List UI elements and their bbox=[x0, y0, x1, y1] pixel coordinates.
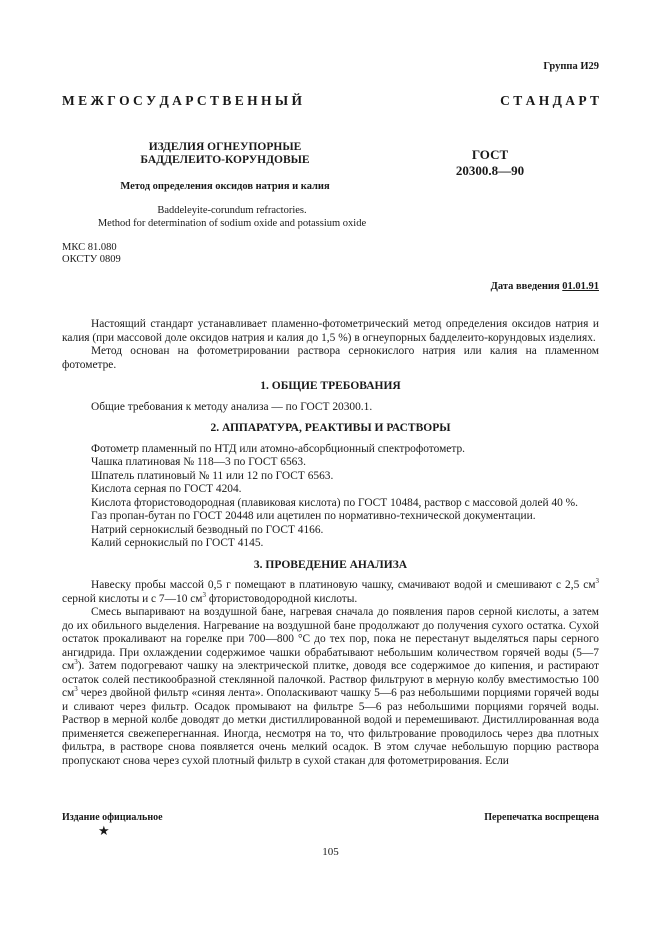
standard-header bbox=[62, 93, 599, 109]
equipment-item: Кислота фтористоводородная (плавиковая кислота) по ГОСТ 10484, раствор с массовой долей 40 %. bbox=[91, 496, 579, 509]
section-paragraph: Общие требования к методу анализа — по ГОСТ 20300.1. bbox=[91, 400, 373, 413]
equipment-item: Натрий сернокислый безводный по ГОСТ 4166. bbox=[91, 523, 324, 536]
analysis-paragraph: Смесь выпаривают на воздушной бане, нагревая сначала до появления паров серной кислоты, а затем до их обильного выделения. Нагревание на воздушной бане продолжают до получения сухого остатка. Сухой остаток прокаливают на горелке при 700—800 °С до тех пор, пока не перестанут выделяться пары серного ангидрида. При охлаждении содержимое чашки обрабатывают небольшим количеством горячей воды (5—7 $см^3$). Затем подогревают чашку на электрической плитке, доводя все содержимое до кипения, и растирают остаток солей пестикообразной стеклянной палочкой. Раствор фильтруют в мерную колбу вместимостью 100 $см^3$ через двойной фильтр «синяя лента». Ополаскивают чашку 5—6 раз небольшими порциями горячей воды и сливают через фильтр. Осадок промывают на фильтре 5—6 раз небольшими порциями горячей воды. Раствор в мерной колбе доводят до метки дистиллированной водой и перемешивают. Дистиллированная вода применяется свежеперегнанная. Иногда, несмотря на то, что фильтрование проводилось через два плотных фильтра, в растворе снова появляется очень мелкий осадок. В этом случае небольшую порцию раствора пропускают снова через сухой плотный фильтр в сухой стакан для фотометрирования. Если bbox=[62, 606, 599, 767]
equipment-item: Фотометр пламенный по НТД или атомно-абсорбционный спектрофотометр. bbox=[91, 442, 465, 455]
english-line-1: Baddeleyite-corundum refractories. bbox=[157, 205, 307, 216]
english-line-2: Method for determination of sodium oxide and potassium oxide bbox=[97, 217, 367, 229]
page-number: 105 bbox=[322, 846, 339, 858]
gost-number bbox=[440, 147, 540, 179]
intro-paragraph: Настоящий стандарт устанавливает пламенно-фотометрический метод определения оксидов натрия и калия (при массовой доле оксидов натрия и калия до 1,5 %) в огнеупорных бадделеито-корундовых изделиях. bbox=[62, 318, 599, 344]
gost-label: ГОСТ bbox=[471, 147, 509, 162]
mks-code: МКС 81.080 bbox=[62, 242, 117, 253]
section-heading: 1. ОБЩИЕ ТРЕБОВАНИЯ bbox=[260, 380, 401, 392]
equipment-item: Газ пропан-бутан по ГОСТ 20448 или ацетилен по нормативно-технической документации. bbox=[91, 510, 536, 522]
section-heading: 3. ПРОВЕДЕНИЕ АНАЛИЗА bbox=[253, 558, 408, 571]
group-code: Группа И29 bbox=[543, 61, 599, 72]
document-subtitle: Метод определения оксидов натрия и калия bbox=[120, 181, 330, 192]
section-heading: 2. АППАРАТУРА, РЕАКТИВЫ И РАСТВОРЫ bbox=[210, 422, 451, 434]
equipment-item: Калий сернокислый по ГОСТ 4145. bbox=[91, 537, 264, 549]
analysis-paragraph: Навеску пробы массой 0,5 г помещают в платиновую чашку, смачивают водой и смешивают с 2,5 $см^3$ серной кислоты и с 7—10 $см^3$ фтористоводородной кислоты. bbox=[62, 577, 599, 605]
header-left: М Е Ж Г О С У Д А Р С Т В Е Н Н Ы Й bbox=[62, 93, 303, 108]
equipment-item: Шпатель платиновый № 11 или 12 по ГОСТ 6563. bbox=[91, 469, 334, 482]
intro-date-label: Дата введения bbox=[490, 281, 560, 292]
gost-code: 20300.8—90 bbox=[455, 163, 525, 178]
star-icon: ★ bbox=[98, 823, 110, 838]
equipment-item: Кислота серная по ГОСТ 4204. bbox=[91, 483, 242, 495]
reprint-prohibited-label: Перепечатка воспрещена bbox=[484, 812, 599, 823]
intro-date-value: 01.01.91 bbox=[562, 281, 599, 292]
intro-date bbox=[491, 281, 599, 292]
english-title bbox=[62, 205, 402, 230]
equipment-item: Чашка платиновая № 118—3 по ГОСТ 6563. bbox=[91, 456, 306, 468]
title-block bbox=[100, 141, 350, 192]
header-right: С Т А Н Д А Р Т bbox=[500, 93, 599, 108]
classification-codes bbox=[62, 242, 121, 265]
official-edition-label: Издание официальное bbox=[62, 812, 163, 823]
okstu-code: ОКСТУ 0809 bbox=[62, 253, 121, 265]
intro-paragraph: Метод основан на фотометрировании раствора сернокислого натрия или калия на пламенном фотометре. bbox=[62, 345, 599, 371]
document-title: ИЗДЕЛИЯ ОГНЕУПОРНЫЕ БАДДЕЛЕИТО-КОРУНДОВЫЕ bbox=[140, 141, 310, 166]
document-body bbox=[62, 318, 599, 768]
